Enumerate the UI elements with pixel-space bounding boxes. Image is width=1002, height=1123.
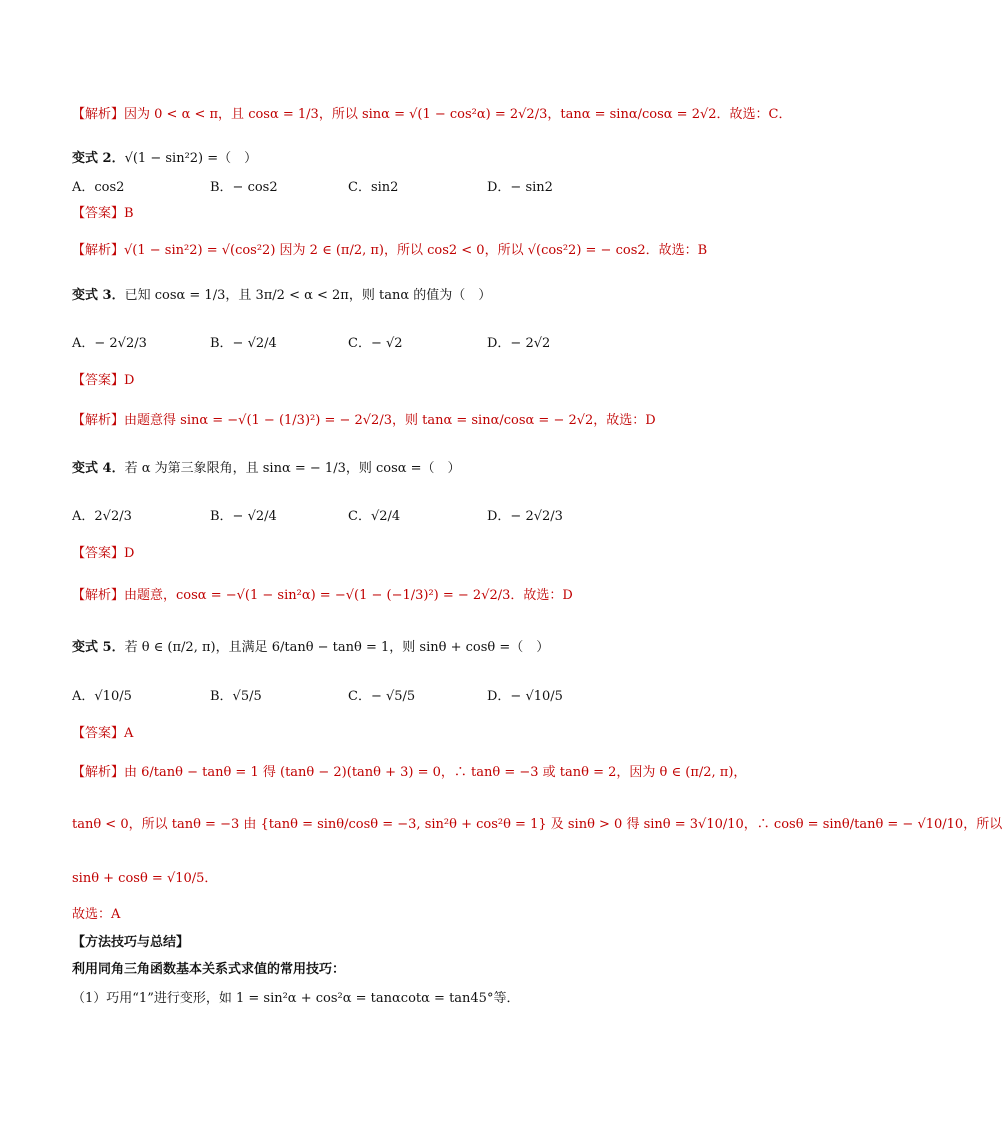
analysis-text: √(1 − sin²2) = √(cos²2) 因为 2 ∈ (π/2, π)，所以 cos2 < 0，所以 √(cos²2) = − cos2．故选：B — [124, 243, 708, 258]
answer-label: 【答案】 — [72, 546, 125, 561]
variant-4-question — [72, 460, 734, 478]
analysis-label: 【解析】 — [72, 243, 125, 258]
variant-title: 变式 4． — [72, 461, 125, 476]
method-item-1: （1）巧用“1”进行变形，如 1 = sin²α + cos²α = tanαcotα = tan45°等． — [72, 991, 520, 1006]
answer-label: 【答案】 — [72, 726, 125, 741]
option-d: D．− 2√2/3 — [487, 509, 563, 524]
variant-4-analysis — [72, 587, 734, 605]
option-b: B．− √2/4 — [210, 336, 277, 351]
analysis-text: 由题意，cosα = −√(1 − sin²α) = −√(1 − (−1/3)²) = − 2√2/3．故选：D — [124, 588, 573, 603]
answer-value: D — [124, 546, 135, 561]
analysis-text: 因为 0 < α < π，且 cosα = 1/3，所以 sinα = √(1 − cos²α) = 2√2/3，tanα = sinα/cosα = 2√2．故选：C． — [124, 107, 792, 122]
variant-2-question — [72, 150, 734, 168]
answer-value: B — [124, 206, 134, 221]
option-c: C．√2/4 — [348, 509, 401, 524]
variant-4-answer — [72, 545, 734, 563]
option-c: C．sin2 — [348, 180, 399, 195]
option-d: D．− sin2 — [487, 180, 553, 195]
answer-value: D — [124, 373, 135, 388]
answer-value: A — [124, 726, 134, 741]
option-a: A．− 2√2/3 — [72, 336, 147, 351]
variant-stem: √(1 − sin²2) =（ ） — [124, 151, 258, 166]
variant-2-answer — [72, 205, 734, 223]
variant-stem: 若 α 为第三象限角，且 sinα = − 1/3，则 cosα =（ ） — [124, 461, 461, 476]
method-subheading: 利用同角三角函数基本关系式求值的常用技巧： — [72, 962, 346, 977]
option-a: A．cos2 — [72, 180, 125, 195]
variant-5-question — [72, 639, 734, 657]
option-d: D．− 2√2 — [487, 336, 551, 351]
analysis-label: 【解析】 — [72, 588, 125, 603]
variant-5-answer — [72, 725, 734, 743]
variant-5-conclusion: 故选：A — [72, 907, 121, 922]
variant-5-analysis-line-2: tanθ < 0，所以 tanθ = −3 由 {tanθ = sinθ/cosθ = −3, sin²θ + cos²θ = 1} 及 sinθ > 0 得 sinθ = 3√10/10，∴ cosθ = sinθ/tanθ = − √10/10，所以 — [72, 817, 1002, 832]
variant-5-analysis-line-3: sinθ + cosθ = √10/5． — [72, 871, 218, 886]
variant-stem: 已知 cosα = 1/3，且 3π/2 < α < 2π，则 tanα 的值为（ ） — [124, 288, 492, 303]
analysis-label: 【解析】 — [72, 107, 125, 122]
option-a: A．2√2/3 — [72, 509, 132, 524]
option-b: B．√5/5 — [210, 689, 262, 704]
method-heading: 【方法技巧与总结】 — [72, 935, 190, 950]
variant-3-answer — [72, 372, 734, 390]
option-b: B．− √2/4 — [210, 509, 277, 524]
analysis-text: 由题意得 sinα = −√(1 − (1/3)²) = − 2√2/3，则 tanα = sinα/cosα = − 2√2，故选：D — [124, 413, 656, 428]
variant-5-analysis-line-1 — [72, 764, 747, 782]
variant-title: 变式 2． — [72, 151, 125, 166]
variant-title: 变式 3． — [72, 288, 125, 303]
answer-label: 【答案】 — [72, 206, 125, 221]
analysis-label: 【解析】 — [72, 765, 125, 780]
option-b: B．− cos2 — [210, 180, 278, 195]
option-a: A．√10/5 — [72, 689, 132, 704]
q1-analysis — [72, 106, 792, 124]
variant-title: 变式 5． — [72, 640, 125, 655]
answer-label: 【答案】 — [72, 373, 125, 388]
variant-3-analysis — [72, 412, 734, 430]
variant-stem: 若 θ ∈ (π/2, π)，且满足 6/tanθ − tanθ = 1，则 sinθ + cosθ =（ ） — [124, 640, 550, 655]
analysis-label: 【解析】 — [72, 413, 125, 428]
option-d: D．− √10/5 — [487, 689, 563, 704]
variant-2-analysis — [72, 242, 734, 260]
variant-3-question — [72, 287, 734, 305]
option-c: C．− √2 — [348, 336, 403, 351]
analysis-text: 由 6/tanθ − tanθ = 1 得 (tanθ − 2)(tanθ + 3) = 0，∴ tanθ = −3 或 tanθ = 2，因为 θ ∈ (π/2, π)， — [124, 765, 747, 780]
option-c: C．− √5/5 — [348, 689, 416, 704]
